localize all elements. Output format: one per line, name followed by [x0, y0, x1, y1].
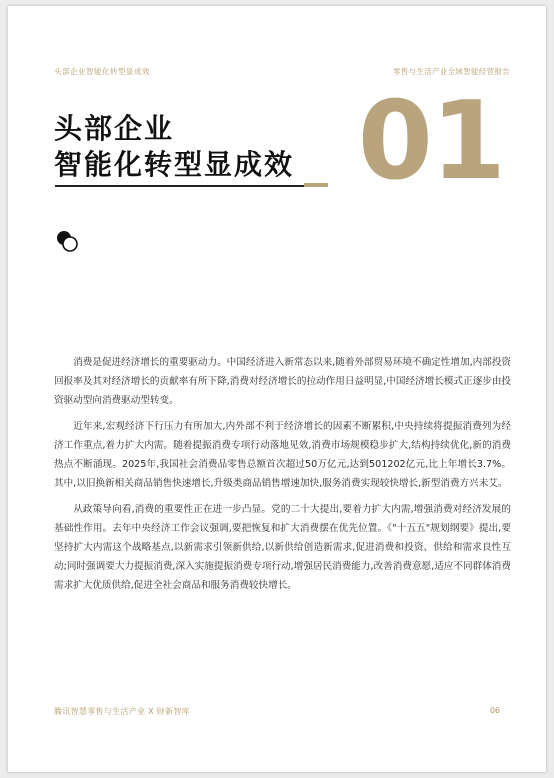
paragraph: 消费是促进经济增长的重要驱动力。中国经济进入新常态以来,随着外部贸易环境不确定性增加,内部投资回报率及其对经济增长的贡献率有所下降,消费对经济增长的拉动作用日益明显,中国经济增长模式正逐步由投资驱动型向消费驱动型转变。	[54, 357, 512, 406]
paragraph: 从政策导向看,消费的重要性正在进一步凸显。党的二十大提出,要着力扩大内需,增强消费对经济发展的基础性作用。去年中央经济工作会议强调,要把恢复和扩大消费摆在优先位置。《"十五五"规划纲要》提出,要坚持扩大内需这个战略基点,以新需求引领新供给,以新供给创造新需求,促进消费和投资、供给和需求良性互动;同时强调要大力提振消费,深入实施提振消费专项行动,增强居民消费能力,改善消费意愿,适应不同群体消费需求扩大优质供给,促进全社会商品和服务消费较快增长。	[54, 504, 511, 591]
header-report-title: 零售与生活产业全域智能经营报告	[393, 67, 510, 76]
chapter-title-line2: 智能化转型显成效	[54, 148, 295, 181]
chapter-number: 01	[357, 82, 504, 184]
body-text	[54, 353, 511, 602]
paragraph: 近年来,宏观经济下行压力有所加大,内外部不利于经济增长的因素不断累积,中央持续将提振消费列为经济工作重点,着力扩大内需。随着提振消费专项行动落地见效,消费市场规模稳步扩大,结构持续优化,新的消费热点不断涌现。2025年,我国社会消费品零售总额首次超过50万亿元,达到501202亿元,比上年增长3.7%。其中,以旧换新相关商品销售快速增长,升级类商品销售增速加快,服务消费实现较快增长,新型消费方兴未艾。	[54, 421, 511, 489]
footer-credit: 腾讯智慧零售与生活产业 X 财新智库	[54, 707, 190, 716]
chapter-title-line1: 头部企业	[54, 112, 175, 145]
page-number: 06	[489, 706, 500, 715]
chapter-title	[54, 111, 294, 183]
title-underline-accent	[304, 183, 328, 187]
rings-icon	[55, 229, 81, 255]
header-section-title: 头部企业智能化转型显成效	[54, 67, 150, 76]
title-underline	[55, 185, 307, 187]
